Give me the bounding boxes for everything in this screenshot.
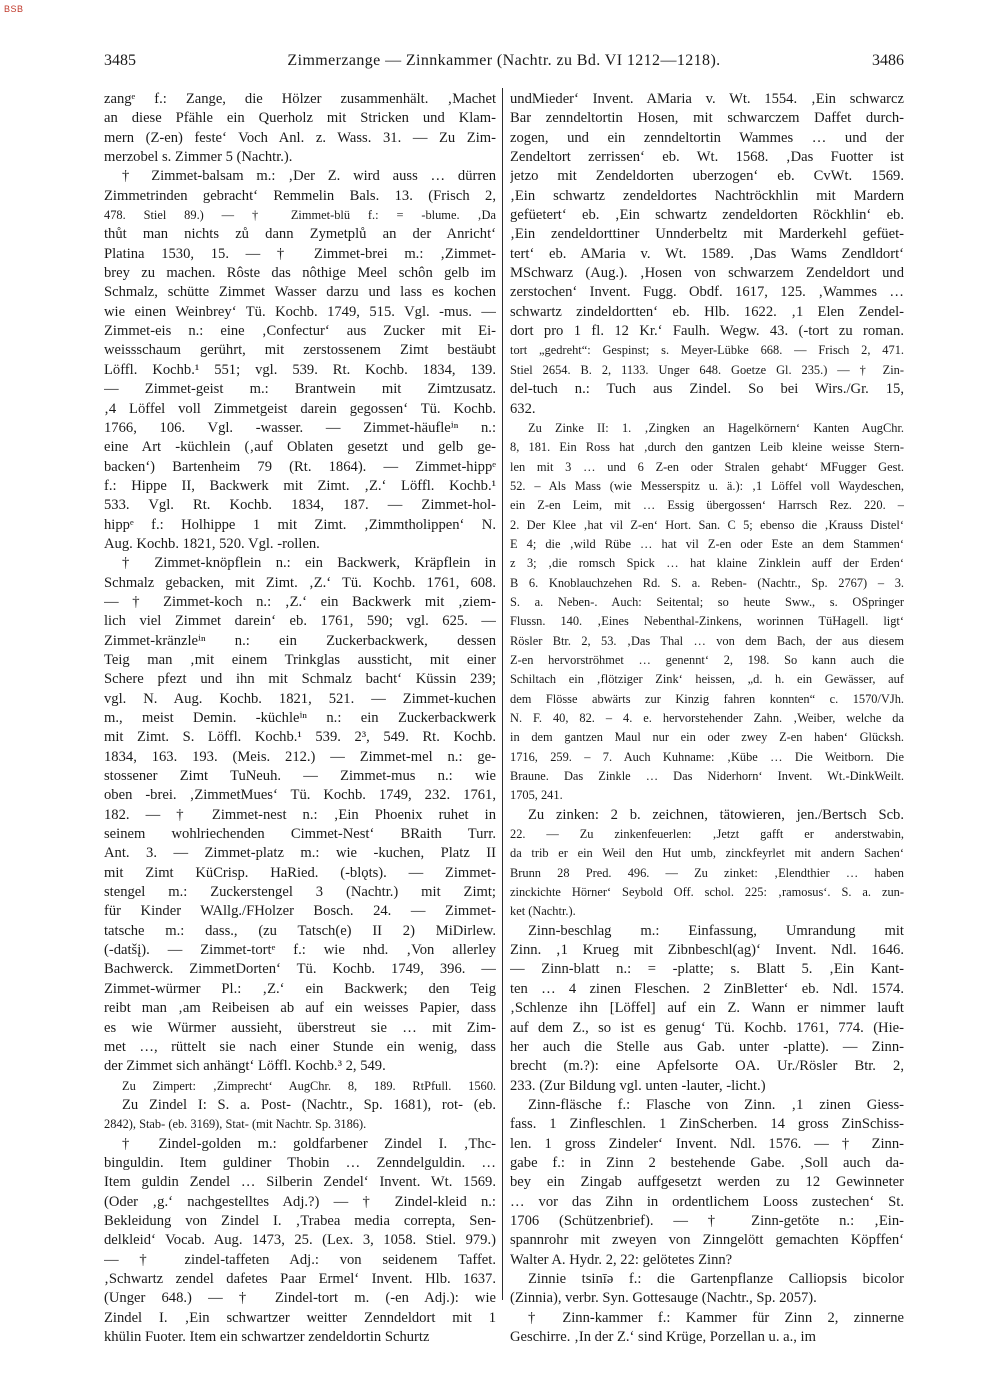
text-line: in dem gantzen Maul nur ein oder zwey Z-en haben‘ Glücksh. — [510, 730, 904, 745]
library-stamp: BSB — [4, 4, 24, 14]
text-line: Schiltach ein ‚flötziger Zink‘ heissen, „d. h. ein Gewässer, auf — [510, 672, 904, 687]
text-line: vgl. N. Aug. Kochb. 1821, 521. — Zimmet-kuchen — [104, 690, 496, 707]
text-line: 52. – Als Mass (wie Messerspitz u. ä.): ‚1 Löffel voll Waydeschen, — [510, 478, 904, 493]
text-line: Platina 1530, 15. — † Zimmet-brei m.: ‚Zimmet- — [104, 245, 496, 262]
text-line: Schere pfezt und ihn mit Schmalz bacht‘ Küssin 239; — [104, 671, 496, 688]
column-rule — [502, 88, 503, 1300]
text-line: — Zimmet-geist m.: Brantwein mit Zimtzusatz. — [104, 381, 496, 398]
text-line: Zimmet-eis n.: eine ‚Confectur‘ aus Zucker mit Ei- — [104, 323, 496, 340]
text-line: Zendeltort zerrissen‘ eb. Wt. 1568. ‚Das Fuotter ist — [510, 149, 904, 166]
running-title: Zimmerzange — Zinnkammer (Nachtr. zu Bd. VI 1212—1218). — [287, 52, 721, 69]
text-line: ‚Ein schwartz zendeldortes Nachtröckhlin mit Mardern — [510, 187, 904, 204]
text-line: spannrohr mit zweyen von Zinngelött gemachten Köpffen‘ — [510, 1232, 904, 1249]
text-line: Zinnie tsinīə f.: die Gartenpflanze Calliopsis bicolor — [528, 1270, 904, 1287]
text-line: (-datšį). — Zimmet-tortᵉ f.: wie nhd. ‚Von allerley — [104, 942, 496, 959]
text-line: eine Art -küchlein (‚auf Oblaten gesetzt und gelb ge- — [104, 439, 496, 456]
text-line: brey zu machen. Rôste das nôthige Meel schôn gelb im — [104, 265, 496, 282]
text-line: met …, rüttelt sie nach einer Stunde ein wenig, dass — [104, 1038, 496, 1055]
text-line: Rösler Btr. 2, 53. ‚Das Thal … von dem Bach, der aus diesem — [510, 633, 904, 648]
text-line: 478. Stiel 89.) — † Zimmet-blü f.: = -blume. ‚Da — [104, 208, 496, 223]
text-line: N. F. 40, 82. – 4. e. hervorstehender Zahn. ‚Weiber, welche da — [510, 711, 904, 725]
text-line: Zu Zinke II: 1. ‚Zingken an Hagelkörnern‘ Kanten AugChr. — [528, 420, 904, 435]
text-line: gabe f.: in Zinn 2 bestehende Gabe. ‚Soll auch da- — [510, 1154, 904, 1171]
text-line: her auch die Stelle aus Gab. unter -platte). — Zinn- — [510, 1038, 904, 1055]
text-line: — † zindel-taffeten Adj.: von seidenem Taffet. — [104, 1251, 496, 1268]
text-line: † Zimmet-balsam m.: ‚Der Z. wird auss … dürren — [122, 168, 496, 185]
text-line: Flussn. 140. ‚Eines Nebenthal-Zinkens, worinnen TüHagell. ligt‘ — [510, 614, 904, 629]
text-line: len. 1 gross Zindeler‘ Invent. Ndl. 1576. — † Zinn- — [510, 1135, 904, 1152]
text-line: ‚Schlenze ihn [Löffel] auf ein Z. Wann er nimmer lauft — [510, 1000, 904, 1017]
text-line: zinckichte Hörner‘ Seybold Off. schol. 225: ‚ramosus‘. S. a. zun- — [510, 885, 904, 900]
text-line: ten … 4 zinen Fleschen. 2 ZinBletter‘ eb. Ndl. 1574. — [510, 980, 904, 997]
text-line: 182. — † Zimmet-nest n.: ‚Ein Phoenix ruhet in — [104, 806, 496, 823]
text-line: Zimmet-kränzleⁱⁿ n.: ein Zuckerbackwerk, dessen — [104, 632, 496, 649]
left-column — [104, 90, 496, 1347]
text-line: 1706 (Schützenbrief). — † Zinn-getöte n.: ‚Ein- — [510, 1212, 904, 1229]
text-line: zerstochen‘ Invent. Fugg. Obdf. 1617, 125. ‚Wammes … — [510, 284, 904, 301]
text-line: 1716, 259. – 7. Auch Kuhname: ‚Kübe … Die Weitborn. Die — [510, 749, 904, 764]
text-line: zogen, und ein zenndeltortin Wammes … und der — [510, 129, 904, 146]
text-line: ‚Schwartz zendel dafetes Paar Ermel‘ Invent. Hlb. 1637. — [104, 1270, 496, 1287]
text-line: 1705, 241. — [510, 788, 563, 803]
text-line: thůt man nichts zů dann Zymetplů an der Anricht‘ — [104, 226, 496, 243]
text-line: 1834, 163. 193. (Meis. 212.) — Zimmet-mel n.: ge- — [104, 748, 496, 765]
text-line: 8, 181. Ein Ross hat ‚durch den gantzen Leib kleine weisse Stern- — [510, 440, 904, 455]
text-line: Zinn-beschlag m.: Einfassung, Umrandung mit — [528, 922, 904, 939]
text-line: 2. Der Klee ‚hat vil Z-en‘ Hort. San. C 5; ebenso die ‚Krauss Distel‘ — [510, 517, 904, 532]
text-line: 1766, 106. Vgl. -wasser. — Zimmet-häufleⁱⁿ n.: — [104, 419, 496, 436]
text-line: backen‘) Bartenheim 79 (Rt. 1864). — Zimmet-hippᵉ — [104, 458, 496, 475]
text-line: tort „gedreht“: Gespinst; s. Meyer-Lübke 668. — Frisch 2, 471. — [510, 343, 904, 358]
text-line: binguldin. Item guldiner Thobin … Zenndelguldin. … — [104, 1154, 496, 1171]
text-line: Brunn 28 Pred. 496. — Zu zinket: ‚Elendthier … haben — [510, 865, 904, 880]
text-line: — † Zimmet-koch n.: ‚Z.‘ ein Backwerk mit ‚ziem- — [104, 593, 496, 610]
text-line: 22. — Zu zinkenfeuerlen: ‚Jetzt gafft er anderstwabin, — [510, 827, 904, 842]
text-line: Zimmet-würmer Pl.: ‚Z.‘ ein Backwerk; den Teig — [104, 980, 496, 997]
text-line: Aug. Kochb. 1821, 520. Vgl. -rollen. — [104, 535, 320, 552]
text-line: … vor das Zihn in ordentlichem Looss zustechen‘ St. — [510, 1193, 904, 1210]
text-line: † Zimmet-knöpflein n.: ein Backwerk, Kräpflein in — [122, 555, 496, 572]
text-line: dort pro 1 fl. 12 Kr.‘ Faulh. Wegw. 43. (-tort zu roman. — [510, 323, 904, 340]
text-line: hippᵉ f.: Holhippe 1 mit Zimt. ‚Zimmtholippen‘ N. — [104, 516, 496, 533]
page-number-right: 3486 — [872, 52, 904, 69]
text-line: (Unger 648.) — † Zindel-tort m. (-en Adj.): wie — [104, 1290, 496, 1307]
text-line: del-tuch n.: Tuch aus Zindel. So bei Wirs./Gr. 15, — [510, 381, 904, 398]
text-line: an diese Pfähle ein Querholz mit Stricken und Klam- — [104, 110, 496, 127]
text-line: E 4; die ‚wild Rübe … hat vil Z-en oder Este an dem Stammen‘ — [510, 536, 904, 551]
text-line: jetzo mit Zendeldorten uberzogen‘ eb. CvWt. 1569. — [510, 168, 904, 185]
text-line: khülin Fuoter. Item ein schwartzer zendeldortin Schurtz — [104, 1329, 430, 1345]
text-line: dem Flösse abwärts zur Kinzig fahren konnten“ c. 1570/VJh. — [510, 691, 904, 706]
text-line: gefüetert‘ eb. ‚Ein schwartz zendeldorten Röckhlin‘ eb. — [510, 207, 904, 224]
text-line: tert‘ eb. AMaria v. Wt. 1589. ‚Das Wams Zendldort‘ — [510, 245, 904, 262]
text-line: reibt man ‚am Reibeisen ab auf ein weisses Papier, dass — [104, 1000, 496, 1017]
text-line: bey ein Zingab auffgesetzt werden zu 12 Gewinneter — [510, 1174, 904, 1191]
text-line: † Zindel-golden m.: goldfarbener Zindel I. ‚Thc- — [122, 1135, 496, 1152]
text-line: MSchwarz (Aug.). ‚Hosen von schwarzem Zendeldort und — [510, 265, 904, 282]
text-line: Teig man ‚mit einem Trinkglas aussticht, mit einer — [104, 651, 496, 668]
text-line: Bachwerck. ZimmetDorten‘ Tü. Kochb. 1749, 396. — — [104, 961, 496, 978]
text-line: Zu Zimpert: ‚Zimprecht‘ AugChr. 8, 189. RtPfull. 1560. — [122, 1078, 496, 1093]
text-line: Schmalz, schütte Zimmet Wasser darzu und lass es kochen — [104, 284, 496, 301]
page-header — [104, 52, 904, 76]
text-line: Schmalz gebacken, mit Zimt. ‚Z.‘ Tü. Kochb. 1761, 608. — [104, 574, 496, 591]
text-line: undMieder‘ Invent. AMaria v. Wt. 1554. ‚Ein schwarcz — [510, 91, 904, 107]
text-line: der Zimmet sich anhängt‘ Löffl. Kochb.³ 2, 549. — [104, 1058, 386, 1075]
text-line: B 6. Knoblauchzehen Rd. S. a. Reben- (Nachtr., Sp. 2767) – 3. — [510, 575, 904, 590]
text-line: seinem wohlriechenden Cimmet-Nest‘ BRaith Turr. — [104, 826, 496, 843]
text-line: 233. (Zur Bildung vgl. unten -lauter, -licht.) — [510, 1077, 766, 1094]
text-line: für Kinder WAllg./FHolzer Bosch. 24. — Zimmet- — [104, 903, 496, 920]
text-line: tatsche m.: dass., (zu Tatsch(e) II 2) MiDirlew. — [104, 922, 496, 939]
text-line: S. a. Neben-. Auch: Seitental; so heute Sww., s. OSpringer — [510, 594, 904, 609]
text-line: — Zinn-blatt n.: = -platte; s. Blatt 5. ‚Ein Kant- — [510, 961, 904, 978]
text-line: len mit 3 … und 6 Z-en oder Stralen gehabt‘ MFugger Gest. — [510, 459, 904, 474]
text-line: † Zinn-kammer f.: Kammer für Zinn 2, zinnerne — [528, 1309, 904, 1326]
text-line: (Zinnia), verbr. Syn. Gottesauge (Nachtr., Sp. 2057). — [510, 1290, 817, 1307]
text-line: schwartz zindeldortten‘ eb. Hlb. 1622. ‚1 Elen Zendel- — [510, 303, 904, 320]
text-line: wie einen Weinbrey‘ Tü. Kochb. 1749, 515. Vgl. -mus. — — [104, 303, 496, 320]
page-number-left: 3485 — [104, 52, 136, 69]
text-line: Stiel 2654. B. 2, 1133. Unger 648. Goetze Gl. 235.) — † Zin- — [510, 362, 904, 377]
text-line: Braune. Das Zinkle … Das Niderhorn‘ Invent. Wt.-DinkWeilt. — [510, 769, 904, 784]
text-line: 533. Vgl. Rt. Kochb. 1834, 187. — Zimmet-hol- — [104, 497, 496, 514]
text-line: Bekleidung von Zindel I. ‚Trabea media correpta, Sen- — [104, 1212, 496, 1229]
text-line: Item guldin Zendel … Silberin Zendel‘ Invent. Wt. 1569. — [104, 1174, 496, 1191]
text-line: f.: Hippe II, Backwerk mit Zimt. ‚Z.‘ Löffl. Kochb.¹ — [104, 477, 496, 494]
text-line: Löffl. Kochb.¹ 551; vgl. 539. Rt. Kochb. 1834, 139. — [104, 361, 496, 378]
text-line: m., meist Demin. -küchleⁱⁿ n.: ein Zuckerbackwerk — [104, 710, 496, 726]
text-line: Geschirre. ‚In der Z.‘ sind Krüge, Porzellan u. a., im — [510, 1329, 816, 1345]
text-line: 2842), Stab- (eb. 3169), Stat- (mit Nachtr. Sp. 3186). — [104, 1117, 367, 1132]
text-line: mit Zimt. S. Löffl. Kochb.¹ 539. 2³, 549. Rt. Kochb. — [104, 729, 496, 746]
text-line: Z-en hervorströhmet … genennt‘ 2, 198. So kann auch die — [510, 652, 904, 667]
text-line: weissschaum gerührt, mit zerstossenem Zimt bestäubt — [104, 342, 496, 359]
text-line: Zimmetrinden gebracht‘ Remmelin Bals. 13. (Frisch 2, — [104, 187, 496, 204]
text-line: ein Z-en Leim, mit … Essig übergossen‘ Harrsch Rez. 220. – — [510, 498, 904, 513]
text-line: Zinn-fläsche f.: Flasche von Zinn. ‚1 zinen Giess- — [528, 1096, 904, 1113]
text-line: Zu Zindel I: S. a. Post- (Nachtr., Sp. 1681), rot- (eb. — [122, 1096, 496, 1113]
text-line: ket (Nachtr.). — [510, 904, 576, 919]
text-line: es wie Würmer aussieht, überstreut sie … mit Zim- — [104, 1019, 496, 1036]
text-line: brecht (m.?): eine Apfelsorte OA. Ur./Rösler Btr. 2, — [510, 1058, 904, 1075]
text-line: Zu zinken: 2 b. zeichnen, tätowieren, jen./Bertsch Scb. — [528, 806, 904, 823]
text-line: fass. 1 Zinfleschlen. 1 ZinScherben. 14 gross ZinSchiss- — [510, 1116, 904, 1133]
text-line: da trib er ein Weil den Hut umb, zinckfeyrlet mit andern Sachen‘ — [510, 846, 904, 861]
text-line: stengel m.: Zuckerstengel 3 (Nachtr.) mit Zimt; — [104, 884, 496, 901]
text-line: Zindel I. ‚Ein schwartzer weitter Zenndeldort mit 1 — [104, 1309, 496, 1326]
text-line: stossener Zimt TuNeuh. — Zimmet-mus n.: wie — [104, 768, 496, 785]
text-line: delkleid‘ Vocab. Aug. 1473, 25. (Lex. 3, 1058. Stiel. 979.) — [104, 1232, 496, 1249]
text-line: Ant. 3. — Zimmet-platz m.: wie -kuchen, Platz II — [104, 845, 496, 862]
text-line: z 3; ‚die romsch Spick … hat klaine Zinklein auff der Erden‘ — [510, 556, 904, 571]
text-line: (Oder ‚g.‘ nachgestelltes Adj.?) — † Zindel-kleid n.: — [104, 1193, 496, 1210]
text-line: zangᵉ f.: Zange, die Hölzer zusammenhält. ‚Machet — [104, 91, 496, 107]
text-line: mern (Z-en) feste‘ Voch Anl. z. Wass. 31. — Zu Zim- — [104, 129, 496, 146]
text-line: ‚4 Löffel voll Zimmetgeist darein gegossen‘ Tü. Kochb. — [104, 400, 496, 417]
text-line: mit Zimt KüCrisp. HaRied. (-blǫts). — Zimmet- — [104, 864, 496, 881]
text-line: 632. — [510, 400, 536, 417]
text-line: lich viel Zimmet darein‘ eb. 1761, 590; vgl. 625. — — [104, 613, 496, 630]
text-line: auf dem Z., so ist es genug‘ Tü. Kochb. 1761, 774. (Hie- — [510, 1019, 904, 1036]
right-column — [510, 90, 904, 1347]
text-line: ‚Ein zendeldorttiner Unnderbeltz mit Marderkehl gefüet- — [510, 226, 904, 243]
text-line: Zinn. ‚1 Krueg mit Zibnbeschl(ag)‘ Invent. Ndl. 1646. — [510, 942, 904, 959]
text-line: oben -brei. ‚ZimmetMues‘ Tü. Kochb. 1749, 232. 1761, — [104, 787, 496, 804]
text-line: Bar zenndeltortin Hosen, mit schwarczem Daffet durch- — [510, 110, 904, 127]
text-line: Walter A. Hydr. 2, 22: gelötetes Zinn? — [510, 1251, 733, 1268]
text-line: merzobel s. Zimmer 5 (Nachtr.). — [104, 149, 293, 166]
